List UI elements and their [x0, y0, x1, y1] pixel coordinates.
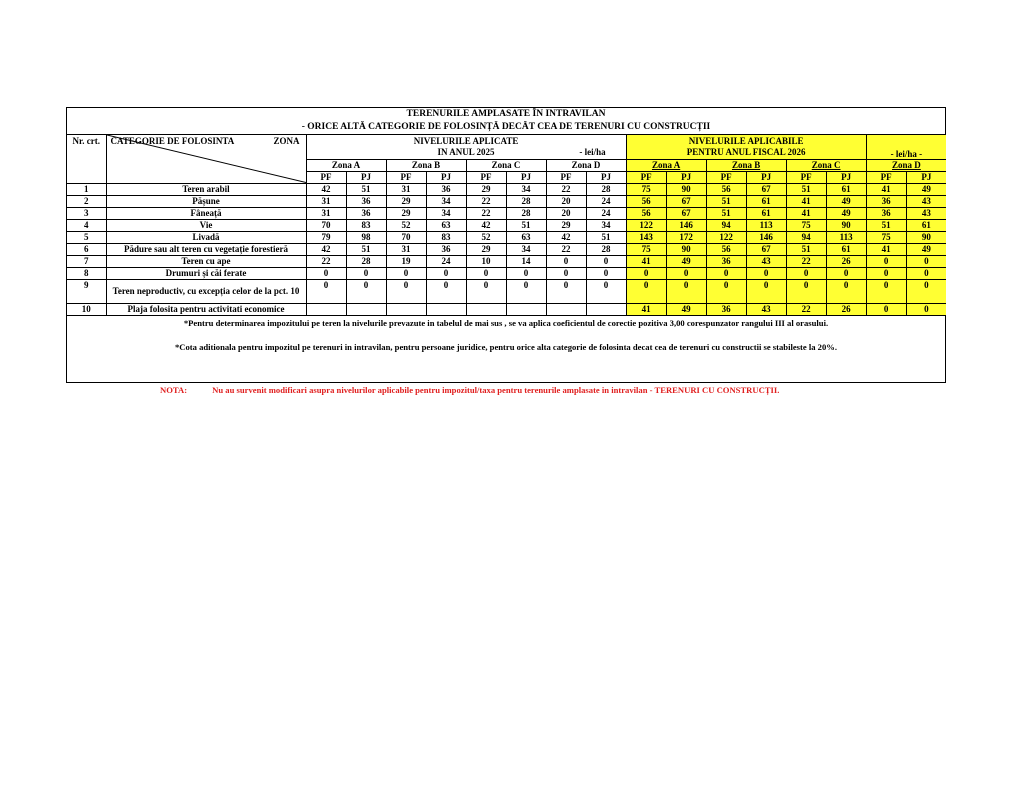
table-row	[67, 243, 946, 255]
row-category: Vie	[106, 219, 306, 231]
row-nr: 9	[67, 279, 106, 303]
header-levels-2025-line1: NIVELURILE APLICATE	[413, 135, 519, 146]
hdr-2025-pf: PF	[386, 171, 426, 183]
value-2025: 0	[586, 255, 626, 267]
value-2025: 24	[586, 195, 626, 207]
hdr-2026-pj: PJ	[826, 171, 866, 183]
value-2026: 75	[626, 183, 666, 195]
value-2025: 0	[586, 267, 626, 279]
value-2026: 122	[706, 231, 746, 243]
value-2026: 122	[626, 219, 666, 231]
header-levels-2025-line2: IN ANUL 2025	[437, 146, 495, 157]
value-2025: 0	[586, 279, 626, 303]
value-2025: 34	[426, 195, 466, 207]
value-2026: 61	[906, 219, 946, 231]
value-2026: 172	[666, 231, 706, 243]
value-2025: 0	[346, 279, 386, 303]
value-2025: 31	[306, 207, 346, 219]
value-2026: 67	[666, 195, 706, 207]
hdr-2025-pf: PF	[306, 171, 346, 183]
value-2026: 51	[706, 207, 746, 219]
hdr-2026-pj: PJ	[666, 171, 706, 183]
value-2026: 75	[786, 219, 826, 231]
zone-2026-1: Zona A	[626, 159, 706, 171]
value-2026: 51	[786, 243, 826, 255]
value-2026: 26	[826, 303, 866, 315]
hdr-2025-pf: PF	[466, 171, 506, 183]
value-2025: 22	[466, 207, 506, 219]
value-2026: 0	[666, 267, 706, 279]
value-2025: 24	[586, 207, 626, 219]
value-2025: 0	[306, 279, 346, 303]
value-2025: 22	[466, 195, 506, 207]
value-2025: 29	[386, 207, 426, 219]
value-2026: 61	[826, 183, 866, 195]
value-2025: 36	[346, 207, 386, 219]
value-2026: 41	[866, 183, 906, 195]
hdr-2026-pj: PJ	[906, 171, 946, 183]
value-2026: 0	[626, 267, 666, 279]
value-2025: 36	[426, 183, 466, 195]
value-2026: 113	[826, 231, 866, 243]
value-2025: 14	[506, 255, 546, 267]
zone-2025-1: Zona A	[306, 159, 386, 171]
value-2025: 0	[346, 267, 386, 279]
table-row	[67, 279, 946, 303]
value-2025: 29	[546, 219, 586, 231]
value-2025	[426, 303, 466, 315]
value-2025: 20	[546, 195, 586, 207]
table-row	[67, 183, 946, 195]
value-2026: 0	[786, 279, 826, 303]
header-zona: ZONA	[273, 136, 300, 146]
value-2025: 31	[306, 195, 346, 207]
value-2026: 146	[666, 219, 706, 231]
value-2026: 56	[706, 243, 746, 255]
nota-label: NOTA:	[160, 385, 188, 395]
hdr-2026-pf: PF	[866, 171, 906, 183]
value-2026: 67	[746, 183, 786, 195]
value-2026: 0	[826, 279, 866, 303]
value-2026: 90	[906, 231, 946, 243]
value-2026: 61	[826, 243, 866, 255]
value-2026: 43	[906, 195, 946, 207]
note-coeficient: *Pentru determinarea impozitului pe teren la nivelurile prevazute in tabelul de mai sus , se va aplica coeficientul de corectie pozitiva 3,00 corespunzator rangului III al orasului.	[183, 317, 829, 328]
hdr-2025-pf: PF	[546, 171, 586, 183]
value-2025: 0	[306, 267, 346, 279]
value-2025: 22	[546, 183, 586, 195]
value-2025: 29	[466, 243, 506, 255]
value-2025: 28	[586, 243, 626, 255]
value-2026: 0	[786, 267, 826, 279]
value-2025: 0	[506, 279, 546, 303]
value-2026: 56	[626, 195, 666, 207]
value-2025: 83	[346, 219, 386, 231]
value-2025	[386, 303, 426, 315]
value-2026: 113	[746, 219, 786, 231]
row-category: Pădure sau alt teren cu vegetație forestieră	[106, 243, 306, 255]
header-levels-2026	[626, 135, 866, 159]
value-2025: 0	[426, 267, 466, 279]
value-2026: 61	[746, 207, 786, 219]
value-2025: 70	[386, 231, 426, 243]
value-2026: 43	[746, 255, 786, 267]
value-2025: 24	[426, 255, 466, 267]
value-2025: 0	[466, 267, 506, 279]
value-2025: 0	[466, 279, 506, 303]
value-2025	[586, 303, 626, 315]
zone-2025-2: Zona B	[386, 159, 466, 171]
row-category: Pășune	[106, 195, 306, 207]
value-2026: 143	[626, 231, 666, 243]
value-2025	[506, 303, 546, 315]
header-categorie: CATEGORIE DE FOLOSINTA	[110, 136, 235, 146]
value-2026: 51	[706, 195, 746, 207]
value-2026: 41	[786, 195, 826, 207]
value-2025: 0	[546, 255, 586, 267]
value-2026: 36	[866, 207, 906, 219]
row-nr: 4	[67, 219, 106, 231]
value-2025	[546, 303, 586, 315]
value-2026: 0	[626, 279, 666, 303]
table-row	[67, 255, 946, 267]
value-2025: 51	[506, 219, 546, 231]
value-2025: 0	[546, 267, 586, 279]
row-nr: 8	[67, 267, 106, 279]
value-2025: 42	[546, 231, 586, 243]
row-category: Fâneață	[106, 207, 306, 219]
header-nr-crt: Nr. crt.	[67, 135, 106, 183]
table-row	[67, 195, 946, 207]
document-subtitle: - ORICE ALTĂ CATEGORIE DE FOLOSINȚĂ DECÂT CEA DE TERENURI CU CONSTRUCȚII	[67, 121, 945, 135]
value-2025: 52	[386, 219, 426, 231]
value-2026: 36	[706, 255, 746, 267]
value-2026: 0	[706, 279, 746, 303]
value-2025: 29	[386, 195, 426, 207]
value-2025: 42	[306, 183, 346, 195]
value-2025: 28	[586, 183, 626, 195]
rates-table	[67, 135, 946, 316]
value-2026: 22	[786, 255, 826, 267]
value-2026: 43	[746, 303, 786, 315]
value-2025: 20	[546, 207, 586, 219]
header-levels-2025	[306, 135, 626, 159]
value-2025: 70	[306, 219, 346, 231]
tax-rate-document	[66, 107, 946, 383]
hdr-2026-pf: PF	[786, 171, 826, 183]
value-2025	[306, 303, 346, 315]
zone-2026-4: Zona D	[866, 159, 946, 171]
value-2025: 0	[386, 267, 426, 279]
value-2025: 29	[466, 183, 506, 195]
header-categorie-zona	[106, 135, 306, 183]
table-row	[67, 303, 946, 315]
hdr-2026-pj: PJ	[746, 171, 786, 183]
value-2026: 49	[906, 183, 946, 195]
value-2026: 41	[626, 255, 666, 267]
row-nr: 7	[67, 255, 106, 267]
table-row	[67, 231, 946, 243]
header-unit-2026-text: - lei/ha -	[890, 148, 923, 159]
value-2026: 67	[746, 243, 786, 255]
value-2026: 43	[906, 207, 946, 219]
table-row	[67, 219, 946, 231]
value-2026: 94	[706, 219, 746, 231]
zone-2026-2: Zona B	[706, 159, 786, 171]
value-2026: 0	[826, 267, 866, 279]
value-2025: 10	[466, 255, 506, 267]
value-2025: 28	[506, 207, 546, 219]
value-2025: 28	[346, 255, 386, 267]
hdr-2025-pj: PJ	[506, 171, 546, 183]
header-levels-2026-line1: NIVELURILE APLICABILE	[688, 135, 804, 146]
value-2025: 0	[386, 279, 426, 303]
row-category: Plaja folosita pentru activitati economice	[106, 303, 306, 315]
value-2026: 67	[666, 207, 706, 219]
row-category: Drumuri și căi ferate	[106, 267, 306, 279]
value-2025: 51	[346, 183, 386, 195]
value-2026: 90	[666, 243, 706, 255]
row-nr: 1	[67, 183, 106, 195]
header-unit-2025: - lei/ha	[579, 146, 606, 157]
value-2026: 0	[906, 255, 946, 267]
value-2025: 51	[346, 243, 386, 255]
value-2026: 41	[866, 243, 906, 255]
value-2025	[466, 303, 506, 315]
value-2026: 0	[866, 255, 906, 267]
value-2026: 75	[626, 243, 666, 255]
value-2025: 42	[306, 243, 346, 255]
value-2025: 34	[506, 243, 546, 255]
value-2026: 0	[906, 267, 946, 279]
value-2026: 0	[666, 279, 706, 303]
value-2026: 56	[706, 183, 746, 195]
value-2025: 42	[466, 219, 506, 231]
value-2026: 0	[866, 267, 906, 279]
value-2025: 63	[426, 219, 466, 231]
table-row	[67, 267, 946, 279]
value-2026: 49	[826, 195, 866, 207]
value-2026: 41	[626, 303, 666, 315]
value-2026: 75	[866, 231, 906, 243]
row-category: Livadă	[106, 231, 306, 243]
value-2025: 22	[306, 255, 346, 267]
value-2026: 36	[706, 303, 746, 315]
value-2025: 31	[386, 183, 426, 195]
row-nr: 6	[67, 243, 106, 255]
value-2025: 98	[346, 231, 386, 243]
value-2026: 41	[786, 207, 826, 219]
row-nr: 3	[67, 207, 106, 219]
value-2026: 0	[906, 303, 946, 315]
value-2025: 34	[586, 219, 626, 231]
value-2025: 36	[426, 243, 466, 255]
value-2026: 49	[906, 243, 946, 255]
nota-text: Nu au survenit modificari asupra nivelurilor aplicabile pentru impozitul/taxa pentru terenurile amplasate in intravilan - TERENURI CU CONSTRUCȚII.	[212, 385, 780, 395]
value-2025: 0	[546, 279, 586, 303]
value-2026: 51	[866, 219, 906, 231]
header-unit-2026	[866, 135, 946, 159]
value-2026: 26	[826, 255, 866, 267]
value-2025: 83	[426, 231, 466, 243]
row-nr: 5	[67, 231, 106, 243]
value-2026: 0	[866, 279, 906, 303]
document-title: TERENURILE AMPLASATE ÎN INTRAVILAN	[406, 109, 606, 119]
value-2025: 63	[506, 231, 546, 243]
note-cota-aditionala: *Cota aditionala pentru impozitul pe terenuri in intravilan, pentru persoane juridice, pentru orice alta categorie de folosinta decat cea de terenuri cu constructii se stabileste la 20%.	[174, 341, 838, 352]
value-2025: 36	[346, 195, 386, 207]
value-2026: 0	[906, 279, 946, 303]
table-row	[67, 207, 946, 219]
row-category: Teren arabil	[106, 183, 306, 195]
zone-2025-4: Zona D	[546, 159, 626, 171]
value-2025: 34	[426, 207, 466, 219]
hdr-2025-pj: PJ	[426, 171, 466, 183]
value-2025: 52	[466, 231, 506, 243]
value-2026: 0	[706, 267, 746, 279]
row-category: Teren cu ape	[106, 255, 306, 267]
value-2026: 90	[666, 183, 706, 195]
value-2025: 51	[586, 231, 626, 243]
value-2026: 49	[826, 207, 866, 219]
row-nr: 10	[67, 303, 106, 315]
value-2025	[346, 303, 386, 315]
value-2026: 49	[666, 255, 706, 267]
value-2026: 22	[786, 303, 826, 315]
value-2026: 49	[666, 303, 706, 315]
value-2026: 90	[826, 219, 866, 231]
hdr-2026-pf: PF	[626, 171, 666, 183]
value-2025: 34	[506, 183, 546, 195]
value-2026: 94	[786, 231, 826, 243]
header-levels-2026-line2: PENTRU ANUL FISCAL 2026	[686, 146, 806, 157]
value-2026: 0	[746, 279, 786, 303]
value-2025: 22	[546, 243, 586, 255]
value-2026: 146	[746, 231, 786, 243]
value-2025: 0	[426, 279, 466, 303]
value-2026: 51	[786, 183, 826, 195]
nota-footer	[160, 385, 920, 395]
value-2025: 31	[386, 243, 426, 255]
value-2025: 79	[306, 231, 346, 243]
hdr-2025-pj: PJ	[586, 171, 626, 183]
value-2025: 19	[386, 255, 426, 267]
value-2026: 56	[626, 207, 666, 219]
value-2026: 36	[866, 195, 906, 207]
hdr-2026-pf: PF	[706, 171, 746, 183]
value-2026: 61	[746, 195, 786, 207]
value-2025: 0	[506, 267, 546, 279]
zone-2026-3: Zona C	[786, 159, 866, 171]
row-nr: 2	[67, 195, 106, 207]
value-2025: 28	[506, 195, 546, 207]
zone-2025-3: Zona C	[466, 159, 546, 171]
value-2026: 0	[746, 267, 786, 279]
row-category: Teren neproductiv, cu excepția celor de la pct. 10	[106, 279, 306, 303]
value-2026: 0	[866, 303, 906, 315]
hdr-2025-pj: PJ	[346, 171, 386, 183]
